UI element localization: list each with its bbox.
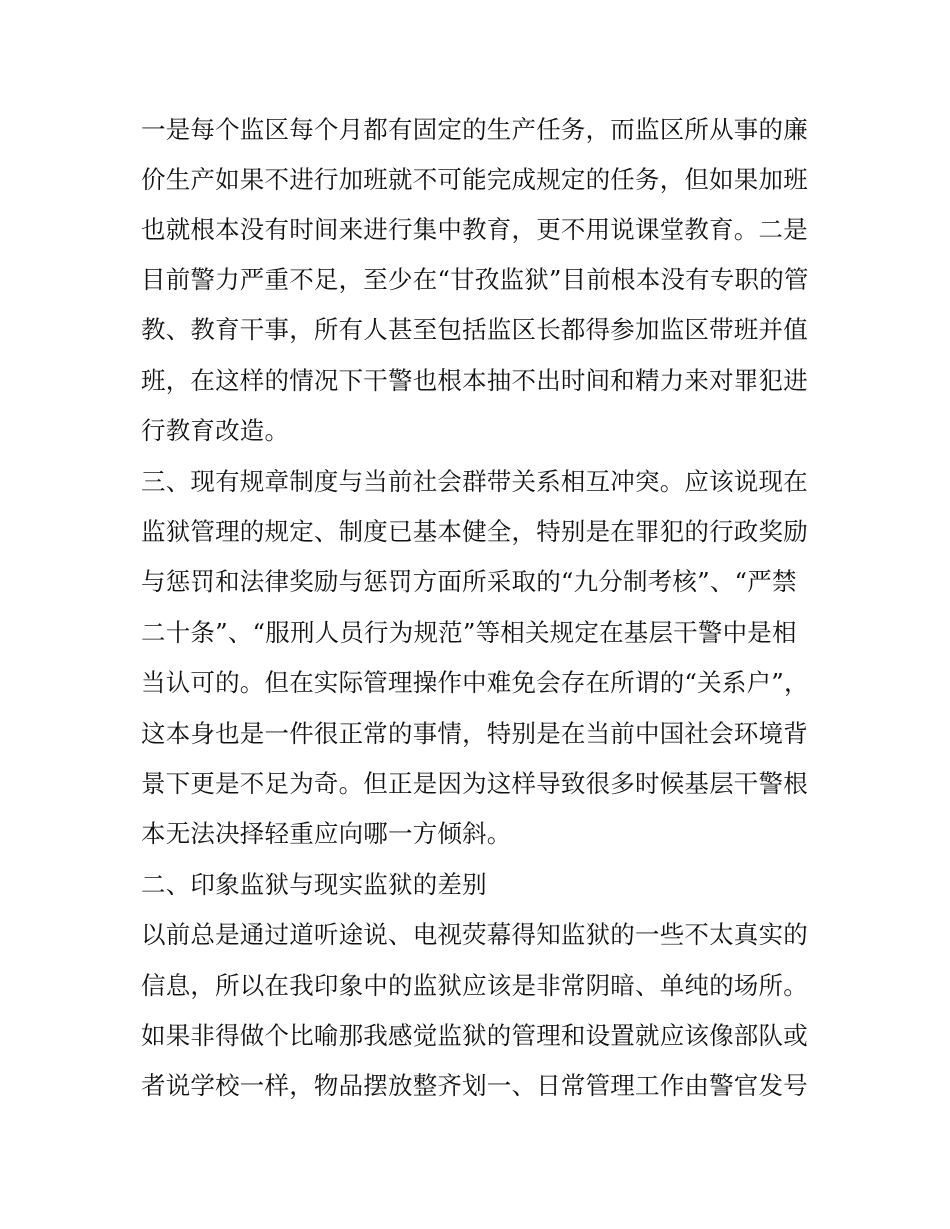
text-line: 信息，所以在我印象中的监狱应该是非常阴暗、单纯的场所。 — [141, 971, 808, 1000]
text-line: 一是每个监区每个月都有固定的生产任务，而监区所从事的廉 — [141, 115, 808, 144]
text-line: 本无法决择轻重应向哪一方倾斜。 — [141, 819, 512, 848]
text-line: 二十条”、“服刑人员行为规范”等相关规定在基层干警中是相 — [141, 618, 797, 647]
text-line: 目前警力严重不足，至少在“甘孜监狱”目前根本没有专职的管 — [141, 265, 809, 294]
text-line: 与惩罚和法律奖励与惩罚方面所采取的“九分制考核”、“严禁 — [141, 567, 797, 596]
text-line: 三、现有规章制度与当前社会群带关系相互冲突。应该说现在 — [141, 467, 808, 496]
text-line: 当认可的。但在实际管理操作中难免会存在所谓的“关系户”， — [141, 668, 809, 697]
text-line: 行教育改造。 — [141, 416, 290, 445]
text-line: 如果非得做个比喻那我感觉监狱的管理和设置就应该像部队或 — [141, 1021, 808, 1050]
text-line: 监狱管理的规定、制度已基本健全，特别是在罪犯的行政奖励 — [141, 517, 808, 546]
text-line: 这本身也是一件很正常的事情，特别是在当前中国社会环境背 — [141, 719, 808, 748]
text-line: 景下更是不足为奇。但正是因为这样导致很多时候基层干警根 — [141, 769, 808, 798]
text-line: 教、教育干事，所有人甚至包括监区长都得参加监区带班并值 — [141, 315, 808, 344]
section-heading: 二、印象监狱与现实监狱的差别 — [141, 870, 487, 899]
text-line: 班，在这样的情况下干警也根本抽不出时间和精力来对罪犯进 — [141, 366, 808, 395]
text-line: 价生产如果不进行加班就不可能完成规定的任务，但如果加班 — [141, 165, 808, 194]
text-line: 者说学校一样，物品摆放整齐划一、日常管理工作由警官发号 — [141, 1071, 808, 1100]
text-line: 也就根本没有时间来进行集中教育，更不用说课堂教育。二是 — [141, 215, 808, 244]
text-line: 以前总是通过道听途说、电视荧幕得知监狱的一些不太真实的 — [141, 920, 808, 949]
